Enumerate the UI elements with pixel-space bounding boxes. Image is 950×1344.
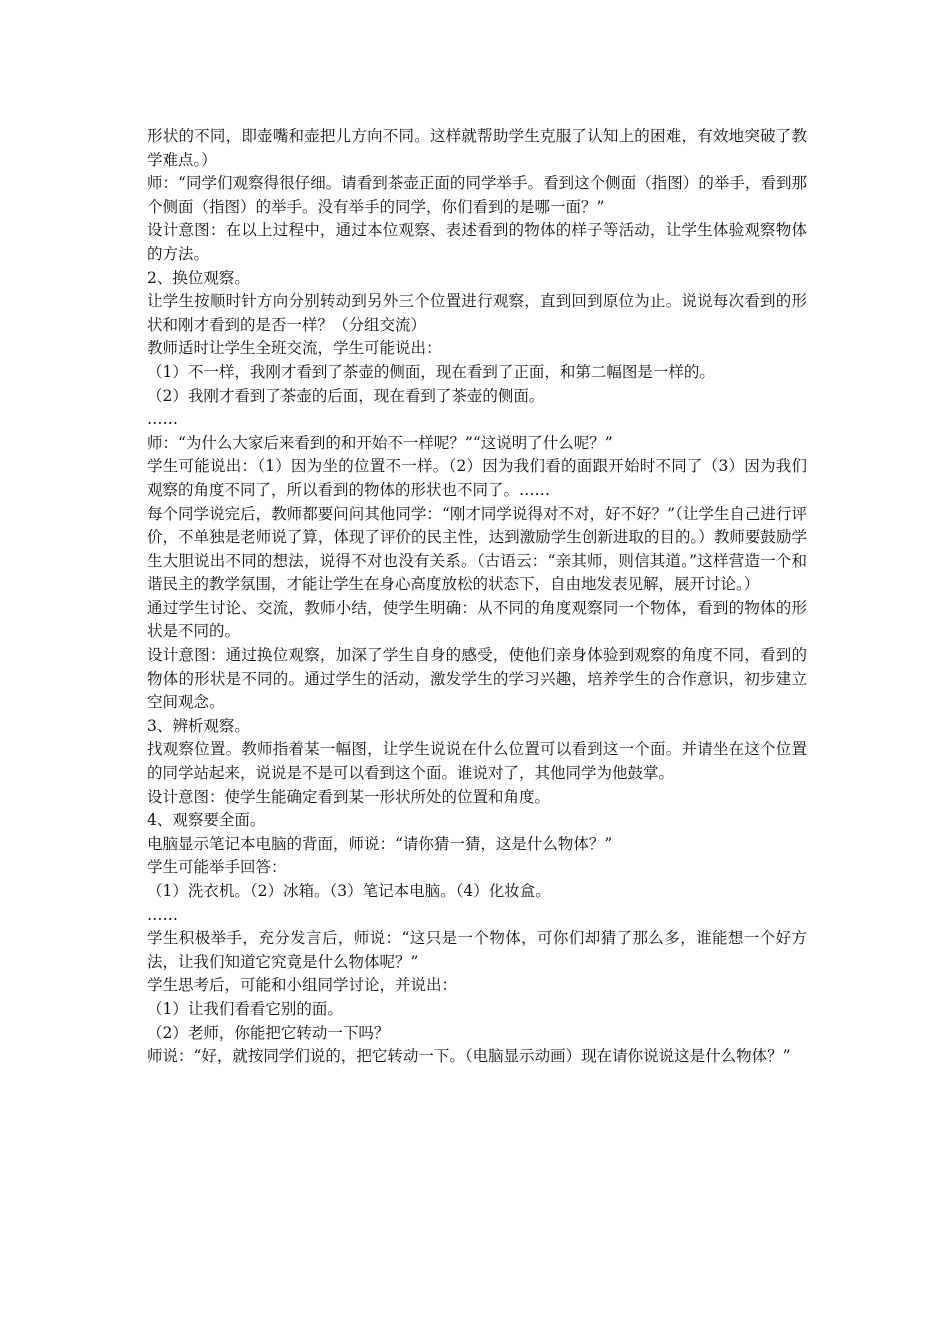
- paragraph: 每个同学说完后，教师都要问问其他同学：“刚才同学说得对不对，好不好？”（让学生自己进行评价，不单独是老师说了算，体现了评价的民主性，达到激励学生创新进取的目的。）教师要鼓励学生大胆说出不同的想法，说得不对也没有关系。（古语云：“亲其师，则信其道。”这样营造一个和谐民主的教学氛围，才能让学生在身心高度放松的状态下，自由地发表见解，展开讨论。）: [147, 504, 807, 594]
- list-item: （1）让我们看看它别的面。: [147, 999, 343, 1018]
- section-heading: 4、观察要全面。: [147, 811, 266, 830]
- paragraph: 设计意图：使学生能确定看到某一形状所处的位置和角度。: [147, 787, 551, 806]
- document-page: [147, 125, 807, 1069]
- paragraph: 设计意图：通过换位观察，加深了学生自身的感受，使他们亲身体验到观察的角度不同，看到的物体的形状是不同的。通过学生的活动，激发学生的学习兴趣，培养学生的合作意识，初步建立空间观念。: [147, 646, 807, 712]
- list-item: （1）不一样，我刚才看到了茶壶的侧面，现在看到了正面，和第二幅图是一样的。: [147, 362, 715, 381]
- paragraph: 形状的不同，即壶嘴和壶把儿方向不同。这样就帮助学生克服了认知上的困难，有效地突破了教学难点。）: [147, 127, 807, 169]
- paragraph: 学生可能说出：（1）因为坐的位置不一样。（2）因为我们看的面跟开始时不同了（3）因为我们观察的角度不同了，所以看到的物体的形状也不同了。……: [147, 457, 807, 499]
- section-heading: 3、辨析观察。: [147, 716, 250, 735]
- ellipsis-line: ……: [147, 410, 178, 429]
- paragraph: 学生思考后，可能和小组同学讨论，并说出：: [147, 976, 458, 995]
- list-item: （1）洗衣机。（2）冰箱。（3）笔记本电脑。（4）化妆盒。: [147, 882, 551, 900]
- paragraph: 师：“同学们观察得很仔细。请看到茶壶正面的同学举手。看到这个侧面（指图）的举手，看到那个侧面（指图）的举手。没有举手的同学，你们看到的是哪一面？”: [147, 174, 807, 216]
- list-item: （2）我刚才看到了茶壶的后面，现在看到了茶壶的侧面。: [147, 386, 545, 405]
- paragraph: 教师适时让学生全班交流，学生可能说出：: [147, 339, 442, 358]
- paragraph: 师说：“好，就按同学们说的，把它转动一下。（电脑显示动画）现在请你说说这是什么物体？”: [147, 1047, 791, 1066]
- paragraph: 电脑显示笔记本电脑的背面，师说：“请你猜一猜，这是什么物体？”: [147, 834, 613, 853]
- paragraph: 学生可能举手回答：: [147, 858, 287, 877]
- paragraph: 通过学生讨论、交流，教师小结，使学生明确：从不同的角度观察同一个物体，看到的物体的形状是不同的。: [147, 598, 807, 641]
- section-heading: 2、换位观察。: [147, 268, 250, 287]
- list-item: （2）老师，你能把它转动一下吗？: [147, 1023, 390, 1042]
- paragraph: 学生积极举手，充分发言后，师说：“这只是一个物体，可你们却猜了那么多，谁能想一个好方法，让我们知道它究竟是什么物体呢？”: [147, 929, 807, 971]
- paragraph: 设计意图：在以上过程中，通过本位观察、表述看到的物体的样子等活动，让学生体验观察物体的方法。: [147, 221, 807, 263]
- paragraph: 师：“为什么大家后来看到的和开始不一样呢？”“这说明了什么呢？”: [147, 433, 613, 452]
- paragraph: 让学生按顺时针方向分别转动到另外三个位置进行观察，直到回到原位为止。说说每次看到的形状和刚才看到的是否一样？（分组交流）: [147, 292, 807, 334]
- paragraph: 找观察位置。教师指着某一幅图，让学生说说在什么位置可以看到这一个面。并请坐在这个位置的同学站起来，说说是不是可以看到这个面。谁说对了，其他同学为他鼓掌。: [147, 740, 807, 783]
- ellipsis-line: ……: [147, 905, 178, 924]
